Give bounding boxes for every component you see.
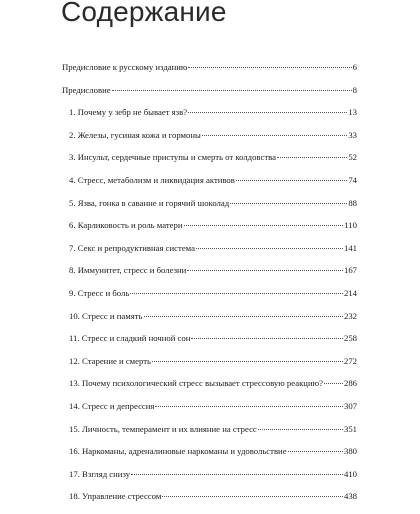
toc-entry	[62, 62, 357, 73]
toc-entry-page: 167	[343, 265, 357, 276]
toc-entry-label: 2. Железы, гусиная кожа и гормоны	[69, 129, 201, 140]
toc-leader-dots	[196, 248, 343, 249]
toc-entry	[62, 175, 357, 186]
toc-entry	[62, 424, 357, 435]
toc-entry	[62, 401, 357, 412]
toc-entry	[62, 378, 357, 389]
toc-leader-dots	[112, 90, 352, 91]
toc-entry	[62, 491, 357, 502]
toc-entry	[62, 333, 357, 344]
toc-entry	[62, 288, 357, 299]
toc-entry-page: 214	[343, 287, 357, 298]
toc-entry	[62, 265, 357, 276]
toc-entry	[62, 107, 357, 118]
toc-entry-label: 11. Стресс и сладкий ночной сон	[69, 333, 191, 344]
toc-entry-page: 258	[343, 333, 357, 344]
toc-entry-label: 18. Управление стрессом	[69, 491, 162, 502]
toc-leader-dots	[258, 429, 343, 430]
toc-entry-page: 74	[348, 174, 357, 185]
toc-entry-page: 8	[352, 84, 357, 95]
toc-entry-label: 15. Личность, темперамент и их влияние на стресс	[69, 423, 257, 434]
toc-entry-label: 3. Инсульт, сердечные приступы и смерть от колдовства	[69, 152, 276, 163]
toc-entry	[62, 130, 357, 141]
toc-entry	[62, 356, 357, 367]
toc-entry-page: 380	[343, 446, 357, 457]
toc-leader-dots	[162, 496, 343, 497]
page-title: Содержание	[61, 0, 227, 27]
toc-leader-dots	[144, 316, 343, 317]
toc-entry-label: Предисловие к русскому изданию	[62, 62, 188, 72]
toc-entry-page: 438	[343, 491, 357, 502]
toc-entry-label: 7. Секс и репродуктивная система	[69, 242, 195, 253]
toc-entry	[62, 446, 357, 457]
toc-entry	[62, 469, 357, 480]
toc-leader-dots	[230, 203, 347, 204]
toc-entry-label: 5. Язва, гонка в саванне и горячий шоколад	[69, 197, 230, 208]
toc-entry-label: 6. Карликовость и роль матери	[69, 220, 183, 231]
toc-entry-page: 52	[348, 152, 357, 163]
toc-entry-label: 17. Взгляд снизу	[69, 468, 131, 479]
toc-entry-label: 14. Стресс и депрессия	[69, 400, 155, 411]
toc-leader-dots	[184, 225, 344, 226]
toc-entry-label: Предисловие	[62, 84, 111, 95]
toc-entry-page: 33	[348, 129, 357, 140]
toc-leader-dots	[202, 135, 347, 136]
toc-entry	[62, 85, 357, 96]
toc-leader-dots	[187, 270, 343, 271]
toc-entry-label: 16. Наркоманы, адреналиновые наркоманы и удовольствие	[69, 446, 287, 457]
toc-entry-page: 141	[343, 242, 357, 253]
toc-entry-page: 13	[348, 107, 357, 118]
toc-entry-page: 307	[343, 400, 357, 411]
toc-leader-dots	[188, 112, 347, 113]
toc-entry-page: 232	[343, 310, 357, 321]
table-of-contents	[62, 62, 357, 514]
toc-entry-label: 10. Стресс и память	[69, 310, 143, 321]
toc-entry	[62, 220, 357, 231]
toc-entry-page: 272	[343, 355, 357, 366]
toc-entry	[62, 152, 357, 163]
toc-leader-dots	[277, 157, 347, 158]
toc-entry-page: 88	[348, 197, 357, 208]
toc-entry-page: 286	[343, 378, 357, 389]
toc-leader-dots	[324, 383, 343, 384]
toc-leader-dots	[152, 361, 343, 362]
toc-entry-page: 6	[352, 62, 357, 72]
toc-leader-dots	[188, 67, 351, 68]
toc-leader-dots	[191, 338, 343, 339]
toc-leader-dots	[288, 451, 343, 452]
toc-leader-dots	[131, 474, 343, 475]
toc-entry-label: 9. Стресс и боль	[69, 287, 130, 298]
toc-entry	[62, 243, 357, 254]
toc-leader-dots	[130, 293, 343, 294]
toc-entry-page: 351	[343, 423, 357, 434]
toc-entry-page: 110	[344, 220, 357, 231]
toc-entry-label: 4. Стресс, метаболизм и ликвидация активов	[69, 174, 235, 185]
toc-entry	[62, 198, 357, 209]
toc-entry	[62, 311, 357, 322]
toc-entry-page: 410	[343, 468, 357, 479]
toc-entry-label: 8. Иммунитет, стресс и болезни	[69, 265, 187, 276]
toc-entry-label: 12. Старение и смерть	[69, 355, 152, 366]
toc-entry-label: 1. Почему у зебр не бывает язв?	[69, 107, 188, 118]
toc-entry-label: 13. Почему психологический стресс вызывает стрессовую реакцию?	[69, 378, 323, 389]
toc-leader-dots	[236, 180, 347, 181]
toc-leader-dots	[155, 406, 343, 407]
